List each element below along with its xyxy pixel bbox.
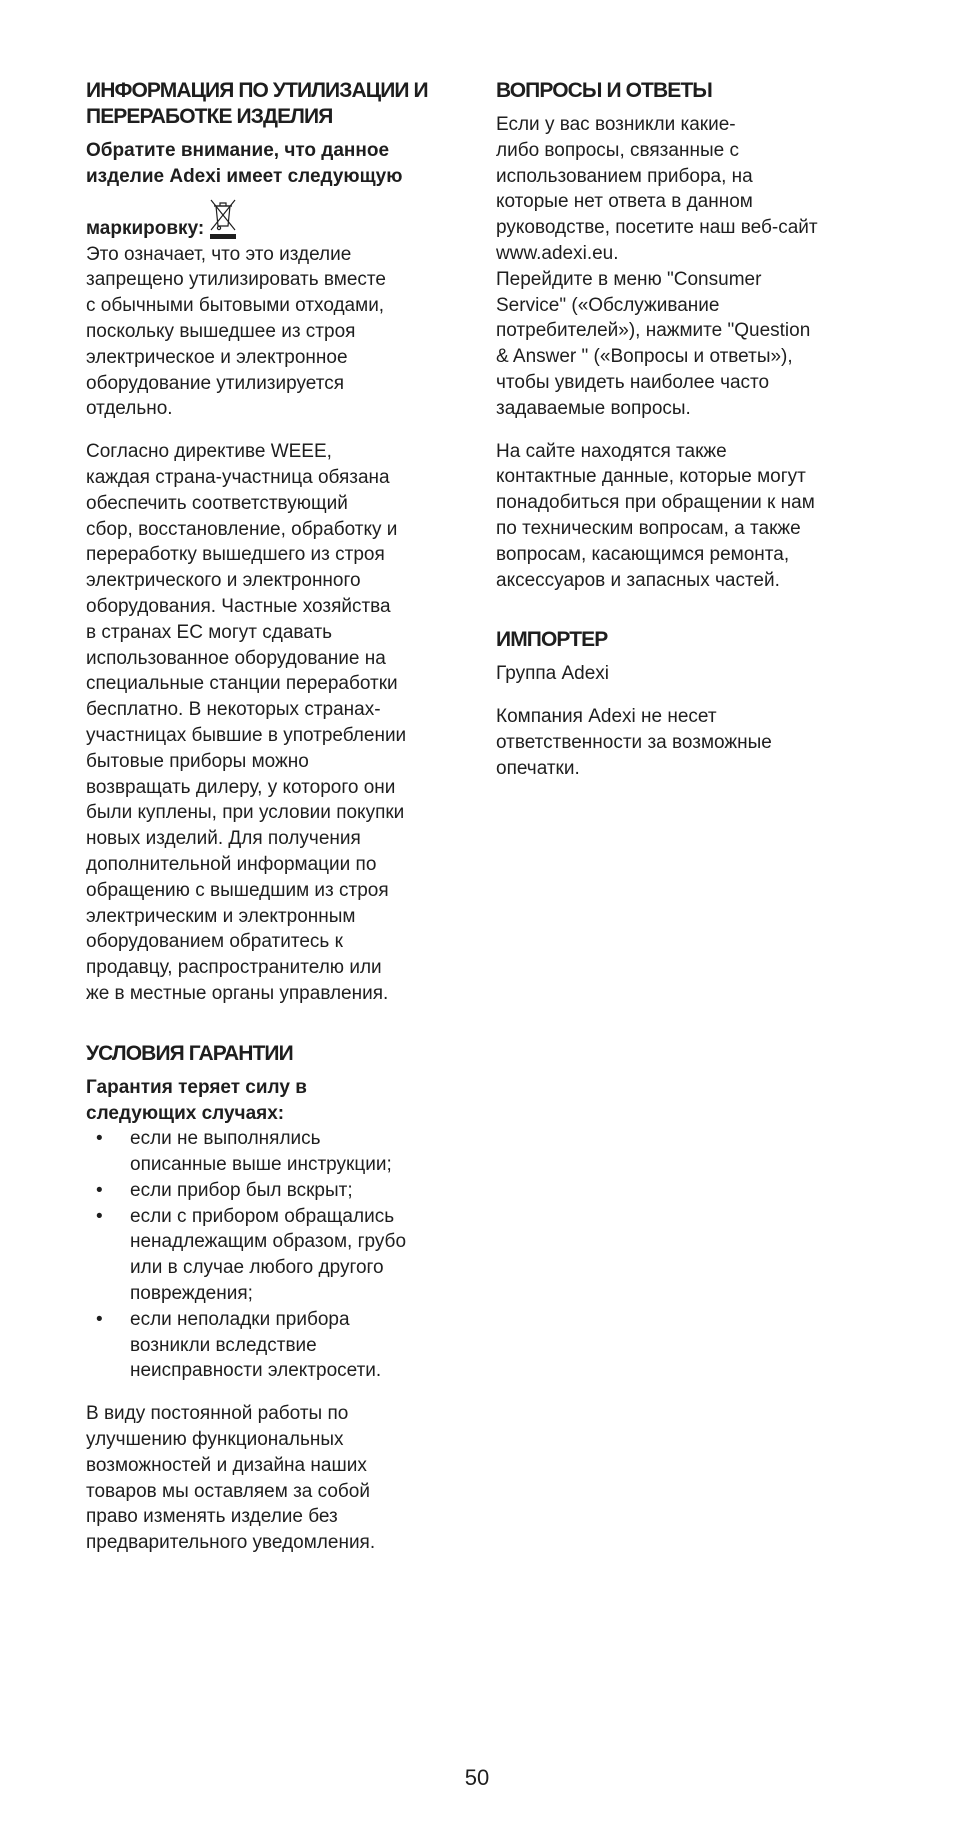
notice-line: Обратите внимание, что данное xyxy=(86,140,390,161)
text-line: электрического и электронного xyxy=(86,570,361,592)
text-line: Если у вас возникли какие- xyxy=(496,114,736,135)
disposal-title-line: ПЕРЕРАБОТКЕ ИЗДЕЛИЯ xyxy=(86,105,333,128)
marking-line xyxy=(86,190,466,242)
text-line: дополнительной информации по xyxy=(86,853,377,875)
text-line: понадобиться при обращении к нам xyxy=(496,492,815,514)
warranty-intro xyxy=(86,1075,466,1127)
disposal-paragraph-1 xyxy=(86,242,466,423)
text-line: с обычными бытовыми отходами, xyxy=(86,295,385,317)
left-column xyxy=(86,78,466,1556)
text-line: право изменять изделие без xyxy=(86,1506,338,1528)
text-line: задаваемые вопросы. xyxy=(496,397,691,419)
text-line: поскольку вышедшее из строя xyxy=(86,320,356,342)
page-number: 50 xyxy=(464,1765,490,1790)
text-line: по техническим вопросам, а также xyxy=(496,517,801,539)
text-line: потребителей»), нажмите "Question xyxy=(496,320,811,342)
text-line: обеспечить соответствующий xyxy=(86,492,348,514)
text-line: Перейдите в меню "Consumer xyxy=(496,268,762,290)
importer-section-title: ИМПОРТЕР xyxy=(496,628,608,652)
text-line: В виду постоянной работы по xyxy=(86,1403,349,1425)
text-line: возвращать дилеру, у которого они xyxy=(86,776,396,798)
text-line: электрическим и электронным xyxy=(86,905,356,927)
qa-paragraph-2 xyxy=(496,439,876,594)
qa-section-title: ВОПРОСЫ И ОТВЕТЫ xyxy=(496,79,712,102)
disposal-paragraph-2 xyxy=(86,439,466,1007)
text-line: опечатки. xyxy=(496,757,580,779)
warranty-intro-line: следующих случаях: xyxy=(86,1102,285,1124)
warranty-paragraph xyxy=(86,1401,466,1556)
text-line: руководстве, посетите наш веб-сайт xyxy=(496,217,818,239)
text-line: если с прибором обращались xyxy=(130,1205,395,1227)
text-line: повреждения; xyxy=(130,1283,253,1305)
text-line: которые нет ответа в данном xyxy=(496,191,753,213)
text-line: оборудования. Частные хозяйства xyxy=(86,595,391,617)
text-line: отдельно. xyxy=(86,398,173,420)
text-line: & Answer " («Вопросы и ответы»), xyxy=(496,346,793,368)
notice-line: изделие Adexi имеет следующую xyxy=(86,165,403,187)
text-line: в странах ЕС могут сдавать xyxy=(86,621,333,643)
text-line: если прибор был вскрыт; xyxy=(130,1179,353,1201)
text-line: контактные данные, которые могут xyxy=(496,466,806,488)
text-line: возможностей и дизайна наших xyxy=(86,1454,367,1476)
bullet-marker: • xyxy=(96,1128,103,1150)
text-line: новых изделий. Для получения xyxy=(86,828,361,850)
crossed-out-wheelie-bin-icon xyxy=(208,196,238,242)
notice-line: маркировку: xyxy=(86,217,205,239)
text-line: аксессуаров и запасных частей. xyxy=(496,569,780,591)
text-line: если неполадки прибора xyxy=(130,1308,350,1330)
bullet-marker: • xyxy=(96,1179,103,1201)
text-line: бесплатно. В некоторых странах- xyxy=(86,699,381,721)
text-line: использованное оборудование на xyxy=(86,647,386,669)
disposal-title-line: ИНФОРМАЦИЯ ПО УТИЛИЗАЦИИ И xyxy=(86,79,428,102)
text-line: вопросам, касающимся ремонта, xyxy=(496,543,790,565)
text-line: участницах бывшие в употреблении xyxy=(86,724,407,746)
warranty-section-title: УСЛОВИЯ ГАРАНТИИ xyxy=(86,1041,293,1065)
text-line: переработку вышедшего из строя xyxy=(86,544,385,566)
text-line: сбор, восстановление, обработку и xyxy=(86,518,398,540)
text-line: www.adexi.eu. xyxy=(496,242,619,264)
text-line: На сайте находятся также xyxy=(496,440,727,462)
importer-paragraph xyxy=(496,704,876,781)
disposal-section-title xyxy=(86,78,466,130)
disposal-notice xyxy=(86,138,466,242)
text-line: товаров мы оставляем за собой xyxy=(86,1480,370,1502)
text-line: оборудованием обратитесь к xyxy=(86,931,343,953)
text-line: запрещено утилизировать вместе xyxy=(86,269,386,291)
text-line: Это означает, что это изделие xyxy=(86,243,352,265)
text-line: продавцу, распространителю или xyxy=(86,957,382,979)
text-line: либо вопросы, связанные с xyxy=(496,139,739,161)
text-line: оборудование утилизируется xyxy=(86,372,344,394)
bullet-marker: • xyxy=(96,1205,103,1227)
text-line: Согласно директиве WEEE, xyxy=(86,441,332,463)
text-line: каждая страна-участница обязана xyxy=(86,466,390,488)
importer-group: Группа Adexi xyxy=(496,663,610,685)
text-line: улучшению функциональных xyxy=(86,1429,344,1451)
text-line: ответственности за возможные xyxy=(496,731,772,753)
text-line: предварительного уведомления. xyxy=(86,1532,376,1554)
text-line: бытовые приборы можно xyxy=(86,750,309,772)
text-line: Service" («Обслуживание xyxy=(496,294,720,316)
warranty-intro-line: Гарантия теряет силу в xyxy=(86,1076,307,1098)
text-line: описанные выше инструкции; xyxy=(130,1154,392,1176)
warranty-condition-item xyxy=(86,1307,466,1384)
text-line: ненадлежащим образом, грубо xyxy=(130,1231,407,1253)
qa-paragraph-1 xyxy=(496,112,876,422)
text-line: же в местные органы управления. xyxy=(86,982,389,1004)
text-line: или в случае любого другого xyxy=(130,1257,384,1279)
text-line: электрическое и электронное xyxy=(86,346,348,368)
text-line: обращению с вышедшим из строя xyxy=(86,879,389,901)
text-line: неисправности электросети. xyxy=(130,1360,382,1382)
text-line: специальные станции переработки xyxy=(86,673,398,695)
warranty-condition-item xyxy=(86,1204,466,1307)
warranty-condition-item xyxy=(86,1126,466,1178)
warranty-condition-item xyxy=(86,1178,466,1204)
text-line: Компания Adexi не несет xyxy=(496,706,717,728)
text-line: использованием прибора, на xyxy=(496,165,753,187)
right-column xyxy=(496,78,876,782)
text-line: если не выполнялись xyxy=(130,1128,321,1150)
bullet-marker: • xyxy=(96,1308,103,1330)
text-line: возникли вследствие xyxy=(130,1334,317,1356)
text-line: чтобы увидеть наиболее часто xyxy=(496,371,770,393)
text-line: были куплены, при условии покупки xyxy=(86,802,405,824)
warranty-conditions-list xyxy=(86,1126,466,1384)
